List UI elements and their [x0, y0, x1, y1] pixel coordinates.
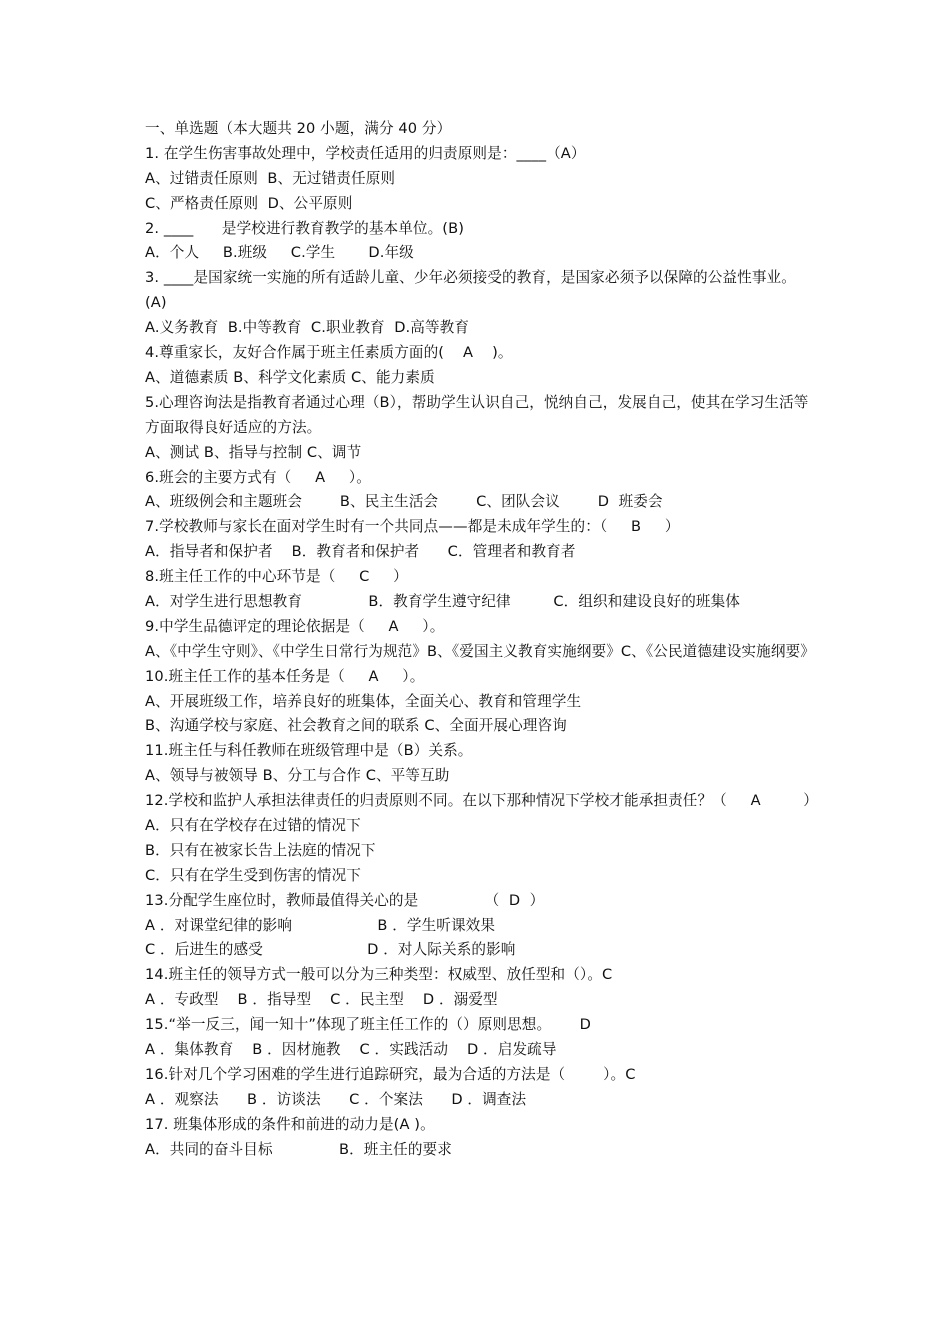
section-title: 一、单选题（本大题共 20 小题，满分 40 分）	[145, 120, 452, 137]
question-9: 9.中学生品德评定的理论依据是（ A ）。	[145, 617, 445, 635]
question-5-options: A、测试 B、指导与控制 C、调节	[145, 443, 362, 461]
question-6-options: A、班级例会和主题班会 B、民主生活会 C、团队会议 D 班委会	[145, 493, 663, 511]
question-16: 16.针对几个学习困难的学生进行追踪研究，最为合适的方法是（ ）。C	[145, 1065, 636, 1083]
question-11: 11.班主任与科任教师在班级管理中是（B）关系。	[145, 742, 473, 760]
question-2-options: A．个人 B.班级 C.学生 D.年级	[145, 244, 414, 262]
question-1: 1. 在学生伤害事故处理中，学校责任适用的归责原则是：____（A）	[145, 144, 586, 162]
question-12-option-a: A．只有在学校存在过错的情况下	[145, 817, 361, 835]
question-6: 6.班会的主要方式有（ A ）。	[145, 468, 371, 486]
question-list	[145, 117, 818, 1163]
question-4-options: A、道德素质 B、科学文化素质 C、能力素质	[145, 368, 435, 386]
question-13-options-cd: C ．后进生的感受 D ．对人际关系的影响	[145, 941, 516, 959]
question-13: 13.分配学生座位时，教师最值得关心的是 （ D ）	[145, 891, 545, 909]
question-17: 17. 班集体形成的条件和前进的动力是(A )。	[145, 1115, 435, 1133]
question-16-options: A ．观察法 B ．访谈法 C ．个案法 D ．调查法	[145, 1090, 527, 1108]
question-3: 3. ____是国家统一实施的所有适龄儿童、少年必须接受的教育，是国家必须予以保障的公益性事业。(A)	[145, 269, 796, 312]
question-10-options-bc: B、沟通学校与家庭、社会教育之间的联系 C、全面开展心理咨询	[145, 717, 567, 735]
question-13-options-ab: A ．对课堂纪律的影响 B ．学生听课效果	[145, 916, 496, 934]
question-14: 14.班主任的领导方式一般可以分为三种类型：权威型、放任型和（）。C	[145, 966, 613, 984]
question-12: 12.学校和监护人承担法律责任的归责原则不同。在以下那种情况下学校才能承担责任？（ A ）	[145, 792, 818, 810]
question-11-options: A、领导与被领导 B、分工与合作 C、平等互助	[145, 767, 450, 785]
question-10: 10.班主任工作的基本任务是（ A ）。	[145, 667, 425, 685]
question-15: 15.“举一反三，闻一知十”体现了班主任工作的（）原则思想。 D	[145, 1016, 591, 1034]
question-5: 5.心理咨询法是指教育者通过心理（B），帮助学生认识自己，悦纳自己，发展自己，使其在学习生活等方面取得良好适应的方法。	[145, 393, 809, 436]
question-12-option-b: B．只有在被家长告上法庭的情况下	[145, 841, 376, 859]
question-3-options: A.义务教育 B.中等教育 C.职业教育 D.高等教育	[145, 319, 470, 337]
question-4: 4.尊重家长，友好合作属于班主任素质方面的( A )。	[145, 344, 513, 362]
question-2: 2. ____ 是学校进行教育教学的基本单位。(B)	[145, 219, 464, 237]
question-1-options-ab: A、过错责任原则 B、无过错责任原则	[145, 169, 396, 187]
question-15-options: A ．集体教育 B ．因材施教 C ．实践活动 D ．启发疏导	[145, 1041, 557, 1059]
question-1-options-cd: C、严格责任原则 D、公平原则	[145, 194, 353, 212]
question-7-options: A．指导者和保护者 B．教育者和保护者 C．管理者和教育者	[145, 543, 576, 561]
question-9-options: A、《中学生守则》、《中学生日常行为规范》B、《爱国主义教育实施纲要》C、《公民道德建设实施纲要》	[145, 642, 815, 660]
question-17-options: A．共同的奋斗目标 B．班主任的要求	[145, 1140, 452, 1158]
question-12-option-c: C．只有在学生受到伤害的情况下	[145, 866, 362, 884]
question-14-options: A ．专政型 B ．指导型 C ．民主型 D ．溺爱型	[145, 991, 498, 1009]
question-10-option-a: A、开展班级工作，培养良好的班集体，全面关心、教育和管理学生	[145, 692, 582, 710]
question-8-options: A．对学生进行思想教育 B．教育学生遵守纪律 C．组织和建设良好的班集体	[145, 592, 740, 610]
question-8: 8.班主任工作的中心环节是（ C ）	[145, 568, 408, 586]
question-7: 7.学校教师与家长在面对学生时有一个共同点——都是未成年学生的：（ B ）	[145, 518, 680, 536]
